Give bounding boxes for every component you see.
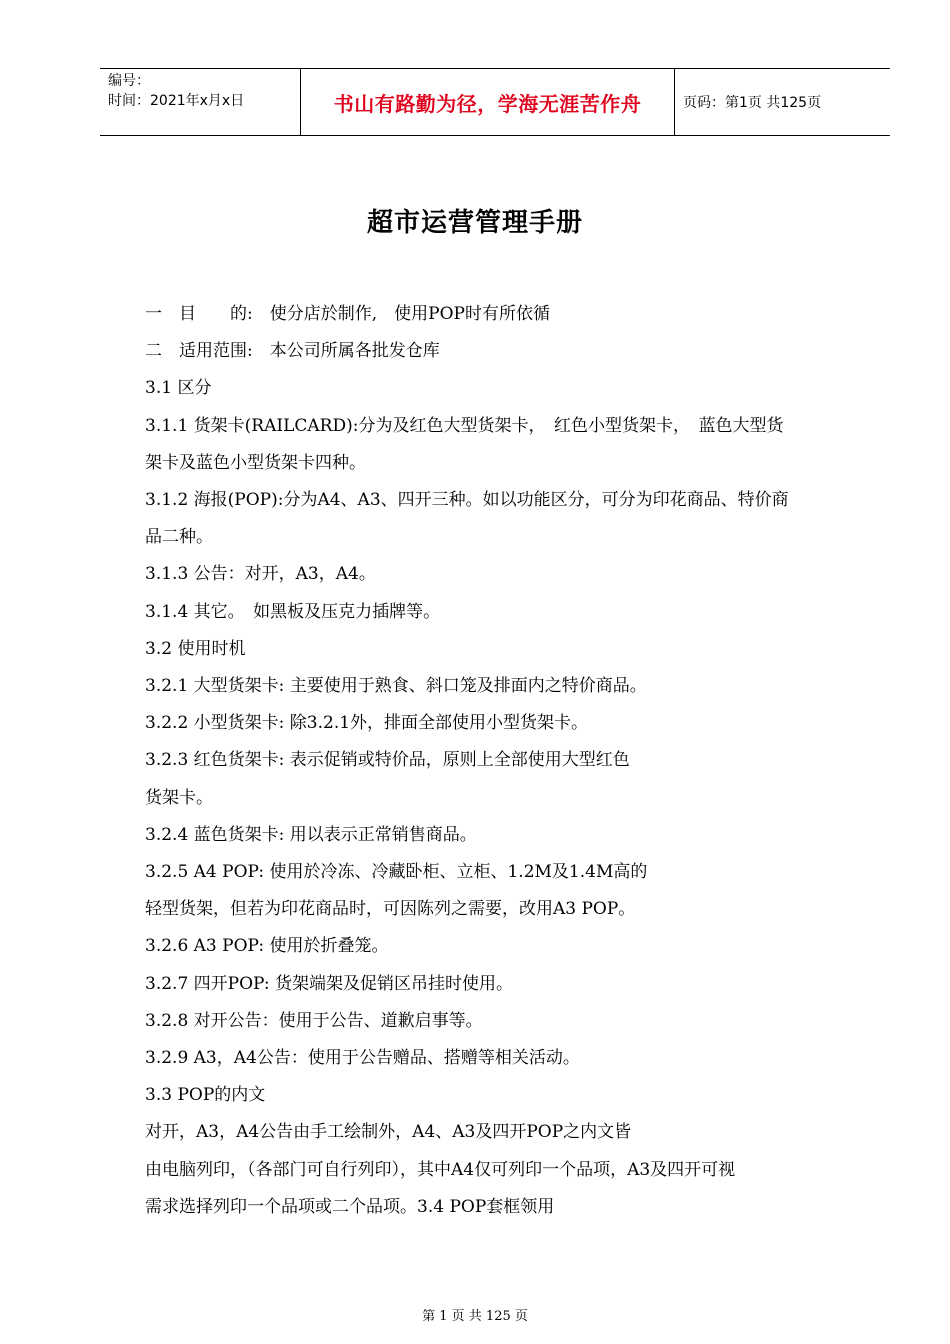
body-line: 3.2.9 A3，A4公告：使用于公告赠品、搭赠等相关活动。 (145, 1048, 580, 1069)
body-line: 3.1.2 海报(POP):分为A4、A3、四开三种。如以功能区分，可分为印花商品、特价商 (145, 490, 789, 511)
body-line: 3.2 使用时机 (145, 638, 246, 659)
header-meta (100, 69, 301, 135)
document-body (145, 296, 865, 1226)
body-line: 3.2.2 小型货架卡: 除3.2.1外，排面全部使用小型货架卡。 (145, 713, 589, 734)
body-line: 需求选择列印一个品项或二个品项。3.4 POP套框领用 (145, 1196, 555, 1217)
body-line: 一 目 的: 使分店於制作, 使用POP时有所依循 (145, 304, 550, 324)
body-line: 对开，A3，A4公告由手工绘制外，A4、A3及四开POP之内文皆 (145, 1122, 632, 1143)
header-time-label: 时间：2021年x月x日 (108, 93, 245, 109)
body-line: 轻型货架，但若为印花商品时，可因陈列之需要，改用A3 POP。 (145, 899, 636, 920)
body-line: 品二种。 (145, 527, 213, 548)
body-line: 由电脑列印，（各部门可自行列印），其中A4仅可列印一个品项，A3及四开可视 (145, 1159, 736, 1180)
body-line: 3.2.1 大型货架卡: 主要使用于熟食、斜口笼及排面内之特价商品。 (145, 676, 647, 697)
body-line: 3.3 POP的内文 (145, 1085, 266, 1106)
header-number-label: 编号： (108, 73, 150, 89)
page-footer: 第 1 页 共 125 页 (422, 1309, 528, 1324)
header-page-info: 页码：第1页 共125页 (683, 95, 822, 111)
document-title: 超市运营管理手册 (366, 208, 583, 238)
body-line: 架卡及蓝色小型货架卡四种。 (145, 452, 366, 473)
body-line: 3.1 区分 (145, 378, 212, 399)
body-line: 3.2.8 对开公告：使用于公告、道歉启事等。 (145, 1010, 483, 1031)
body-line: 3.1.4 其它。 如黑板及压克力插牌等。 (145, 601, 441, 622)
body-line: 二 适用范围: 本公司所属各批发仓库 (145, 341, 440, 362)
body-line: 3.2.6 A3 POP: 使用於折叠笼。 (145, 936, 389, 957)
body-line: 3.2.3 红色货架卡: 表示促销或特价品，原则上全部使用大型红色 (145, 750, 630, 771)
body-line: 3.2.4 蓝色货架卡: 用以表示正常销售商品。 (145, 824, 477, 845)
page-header (100, 68, 890, 136)
body-line: 3.1.3 公告：对开，A3，A4。 (145, 564, 376, 585)
header-motto: 书山有路勤为径，学海无涯苦作舟 (301, 69, 675, 135)
body-line: 3.2.5 A4 POP: 使用於冷冻、冷藏卧柜、立柜、1.2M及1.4M高的 (145, 862, 648, 883)
body-line: 3.1.1 货架卡(RAILCARD):分为及红色大型货架卡， 红色小型货架卡， 蓝色大型货 (145, 415, 784, 436)
body-line: 3.2.7 四开POP: 货架端架及促销区吊挂时使用。 (145, 973, 513, 994)
body-line: 货架卡。 (145, 787, 213, 808)
